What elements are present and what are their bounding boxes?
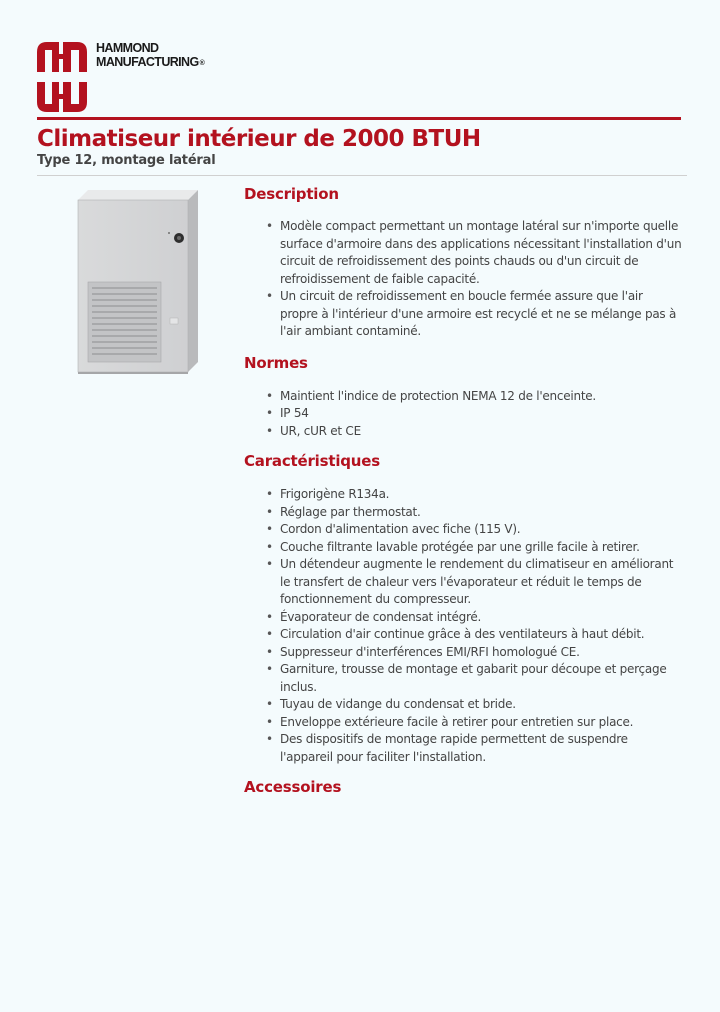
caracteristiques-list — [244, 486, 684, 766]
normes-list — [244, 388, 684, 441]
section-description — [244, 184, 684, 341]
list-item: • IP 54 — [244, 405, 684, 423]
list-item: • Des dispositifs de montage rapide permettent de suspendre l'appareil pour faciliter l'installation. — [244, 731, 684, 766]
section-accessoires — [244, 777, 684, 797]
section-title-description: Description — [244, 185, 339, 203]
list-item: • Un circuit de refroidissement en boucle fermée assure que l'air propre à l'intérieur d'une armoire est recyclé et ne se mélange pas à l'air ambiant contaminé. — [244, 288, 684, 341]
brand-line-1: HAMMOND — [96, 41, 159, 55]
header-divider — [37, 117, 681, 120]
air-conditioner-unit-icon — [70, 190, 200, 375]
section-title-accessoires: Accessoires — [244, 778, 342, 796]
list-item: • UR, cUR et CE — [244, 423, 684, 441]
section-normes — [244, 353, 684, 441]
list-item: • Couche filtrante lavable protégée par une grille facile à retirer. — [244, 539, 684, 557]
content-column — [244, 184, 684, 797]
list-item: • Enveloppe extérieure facile à retirer pour entretien sur place. — [244, 714, 684, 732]
registered-mark: ® — [199, 60, 205, 67]
list-item: • Réglage par thermostat. — [244, 504, 684, 522]
brand-name — [96, 41, 204, 71]
page-subtitle: Type 12, montage latéral — [37, 153, 216, 168]
page-title: Climatiseur intérieur de 2000 BTUH — [37, 126, 481, 152]
list-item: • Évaporateur de condensat intégré. — [244, 609, 684, 627]
list-item: • Suppresseur d'interférences EMI/RFI homologué CE. — [244, 644, 684, 662]
list-item: • Frigorigène R134a. — [244, 486, 684, 504]
list-item: • Un détendeur augmente le rendement du climatiseur en améliorant le transfert de chaleur vers l'évaporateur et réduit le temps de fonctionnement du compresseur. — [244, 556, 684, 609]
list-item: • Garniture, trousse de montage et gabarit pour découpe et perçage inclus. — [244, 661, 684, 696]
list-item: • Modèle compact permettant un montage latéral sur n'importe quelle surface d'armoire dans des applications nécessitant l'installation d'un circuit de refroidissement des points chauds ou d'un circuit de refroidissement de faible capacité. — [244, 218, 684, 288]
list-item: • Cordon d'alimentation avec fiche (115 V). — [244, 521, 684, 539]
section-title-caracteristiques: Caractéristiques — [244, 452, 380, 470]
description-list — [244, 218, 684, 341]
list-item: • Circulation d'air continue grâce à des ventilateurs à haut débit. — [244, 626, 684, 644]
list-item: • Maintient l'indice de protection NEMA 12 de l'enceinte. — [244, 388, 684, 406]
subtitle-divider — [37, 175, 687, 176]
section-title-normes: Normes — [244, 353, 308, 372]
list-item: • Tuyau de vidange du condensat et bride. — [244, 696, 684, 714]
hammond-logo-icon — [37, 42, 87, 112]
section-caracteristiques — [244, 451, 684, 766]
brand-line-2: MANUFACTURING — [96, 55, 199, 69]
